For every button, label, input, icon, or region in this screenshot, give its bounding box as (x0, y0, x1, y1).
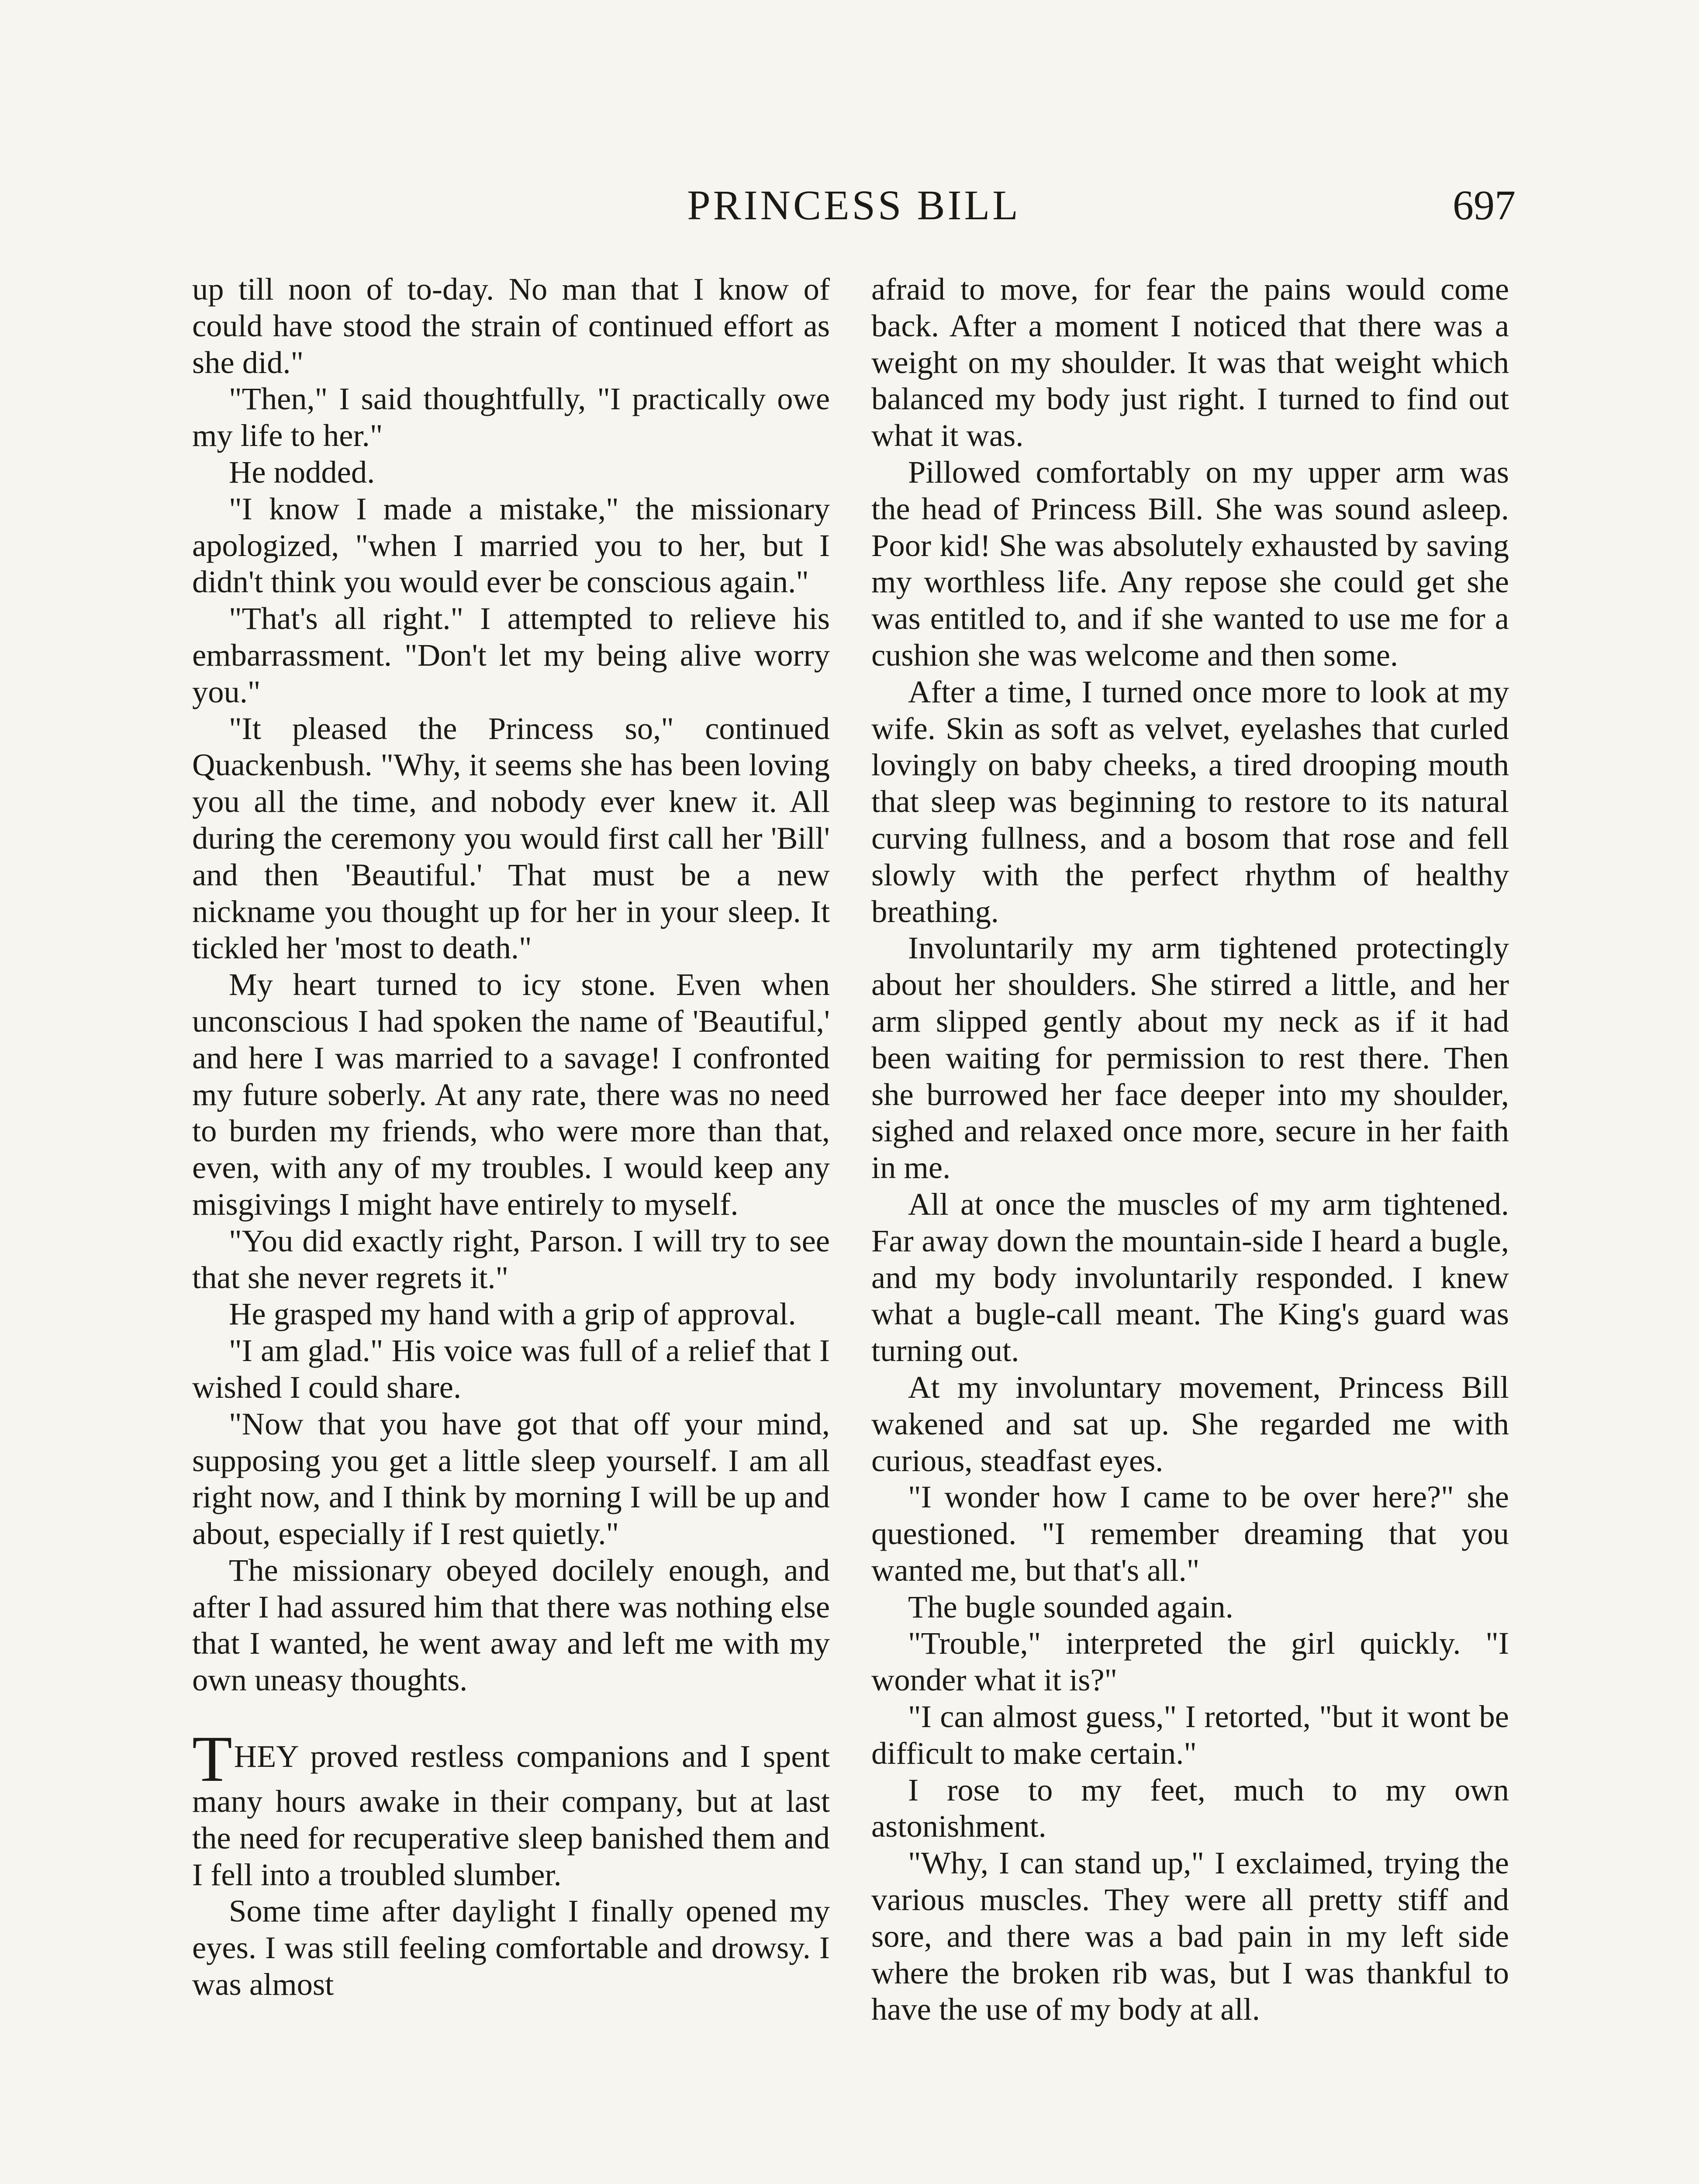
paragraph: Pillowed comfortably on my upper arm was the head of Princess Bill. She was sound asleep. Poor kid! She was absolutely exhausted by saving my worthless life. Any repose she could get she was entitled to, and if she wanted to use me for a cushion she was welcome and then some. (871, 454, 1509, 673)
paragraph: After a time, I turned once more to look at my wife. Skin as soft as velvet, eyelashes that curled lovingly on baby cheeks, a tired drooping mouth that sleep was beginning to restore to its natural curving fullness, and a bosom that rose and fell slowly with the perfect rhythm of healthy breathing. (871, 674, 1509, 929)
paragraph: "Trouble," interpreted the girl quickly. "I wonder what it is?" (871, 1625, 1509, 1698)
paragraph: "I know I made a mistake," the missionary apologized, "when I married you to her, but I didn't think you would ever be conscious again." (192, 491, 830, 600)
paragraph: The bugle sounded again. (908, 1589, 1233, 1624)
right-column (871, 271, 1509, 2028)
section-start-paragraph (192, 1723, 830, 1893)
paragraph: "Then," I said thoughtfully, "I practically owe my life to her." (192, 381, 830, 453)
paragraph: All at once the muscles of my arm tightened. Far away down the mountain-side I heard a bugle, and my body involuntarily responded. I knew what a bugle-call meant. The King's guard was turning out. (871, 1186, 1509, 1368)
running-title: PRINCESS BILL (687, 182, 1021, 228)
paragraph: Involuntarily my arm tightened protectingly about her shoulders. She stirred a little, and her arm slipped gently about my neck as if it had been waiting for permission to rest there. Then she burrowed her face deeper into my shoulder, sighed and relaxed once more, secure in her faith in me. (871, 930, 1509, 1185)
paragraph: "I can almost guess," I retorted, "but it wont be difficult to make certain." (871, 1699, 1509, 1771)
paragraph: "Why, I can stand up," I exclaimed, trying the various muscles. They were all pretty stiff and sore, and there was a bad pain in my left side where the broken rib was, but I was thankful to have the use of my body at all. (871, 1845, 1509, 2027)
paragraph: My heart turned to icy stone. Even when unconscious I had spoken the name of 'Beautiful,' and here I was married to a savage! I confronted my future soberly. At any rate, there was no need to burden my friends, who were more than that, even, with any of my troubles. I would keep any misgivings I might have entirely to myself. (192, 967, 830, 1222)
section-start-text: HEY proved restless companions and I spent many hours awake in their company, but at last the need for recuperative sleep banished them and I fell into a troubled slumber. (192, 1738, 830, 1892)
left-column (192, 271, 830, 2003)
paragraph: "You did exactly right, Parson. I will try to see that she never regrets it." (192, 1223, 830, 1295)
paragraph: He grasped my hand with a grip of approval. (229, 1296, 796, 1332)
dropcap: T (192, 1723, 232, 1796)
page-header (192, 175, 1516, 236)
paragraph: afraid to move, for fear the pains would come back. After a moment I noticed that there was a weight on my shoulder. It was that weight which balanced my body just right. I turned to find out what it was. (871, 271, 1509, 453)
paragraph: up till noon of to-day. No man that I know of could have stood the strain of continued effort as she did." (192, 271, 830, 380)
paragraph: "I wonder how I came to be over here?" she questioned. "I remember dreaming that you wanted me, but that's all." (871, 1479, 1509, 1588)
paragraph: He nodded. (229, 454, 375, 490)
paragraph: "It pleased the Princess so," continued Quackenbush. "Why, it seems she has been loving you all the time, and nobody ever knew it. All during the ceremony you would first call her 'Bill' and then 'Beautiful.' That must be a new nickname you thought up for her in your sleep. It tickled her 'most to death." (192, 710, 830, 966)
page-number: 697 (1453, 182, 1516, 228)
paragraph: "That's all right." I attempted to relieve his embarrassment. "Don't let my being alive worry you." (192, 601, 830, 709)
paragraph: "Now that you have got that off your mind, supposing you get a little sleep yourself. I am all right now, and I think by morning I will be up and about, especially if I rest quietly." (192, 1406, 830, 1552)
paragraph: "I am glad." His voice was full of a relief that I wished I could share. (192, 1333, 830, 1405)
paragraph: I rose to my feet, much to my own astonishment. (871, 1772, 1509, 1844)
paragraph: The missionary obeyed docilely enough, and after I had assured him that there was nothing else that I wanted, he went away and left me with my own uneasy thoughts. (192, 1552, 830, 1698)
paragraph: Some time after daylight I finally opened my eyes. I was still feeling comfortable and drowsy. I was almost (192, 1893, 830, 2002)
paragraph: At my involuntary movement, Princess Bill wakened and sat up. She regarded me with curious, steadfast eyes. (871, 1369, 1509, 1478)
